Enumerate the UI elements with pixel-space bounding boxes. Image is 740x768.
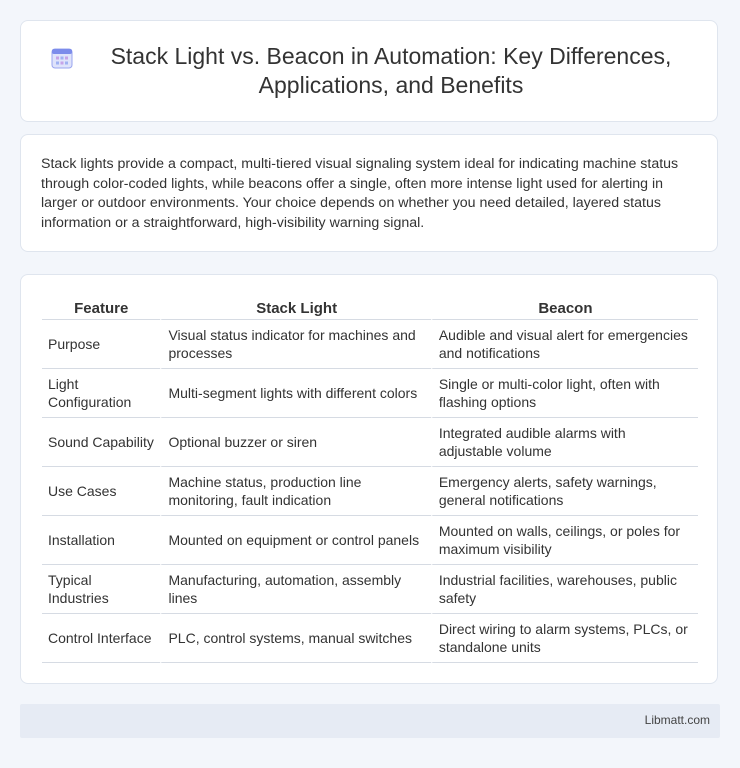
feature-cell: Installation <box>42 516 160 565</box>
feature-cell: Use Cases <box>42 467 160 516</box>
beacon-cell: Integrated audible alarms with adjustable volume <box>431 418 698 467</box>
table-row <box>42 320 698 369</box>
beacon-cell: Single or multi-color light, often with flashing options <box>431 369 698 418</box>
table-header-row <box>42 295 698 320</box>
feature-cell: Control Interface <box>42 614 160 663</box>
intro-paragraph: Stack lights provide a compact, multi-tiered visual signaling system ideal for indicating machine status through color-coded lights, while beacons offer a single, often more intense light used for alerting in larger or outdoor environments. Your choice depends on whether you need detailed, layered status information or a straightforward, high-visibility warning signal. <box>41 156 679 231</box>
stack-light-cell: Optional buzzer or siren <box>160 418 430 467</box>
header-stack-light: Stack Light <box>160 295 430 320</box>
feature-cell: Sound Capability <box>42 418 160 467</box>
beacon-cell: Audible and visual alert for emergencies and notifications <box>431 320 698 369</box>
beacon-cell: Direct wiring to alarm systems, PLCs, or standalone units <box>431 614 698 663</box>
beacon-cell: Mounted on walls, ceilings, or poles for maximum visibility <box>431 516 698 565</box>
footer-brand-link[interactable]: Libmatt.com <box>644 713 710 727</box>
intro-card <box>20 134 718 252</box>
beacon-cell: Emergency alerts, safety warnings, general notifications <box>431 467 698 516</box>
footer <box>20 704 720 738</box>
feature-cell: Light Configuration <box>42 369 160 418</box>
title-wrap <box>21 21 717 121</box>
beacon-cell: Industrial facilities, warehouses, public safety <box>431 565 698 614</box>
feature-cell: Purpose <box>42 320 160 369</box>
header-beacon: Beacon <box>431 295 698 320</box>
table-row <box>42 467 698 516</box>
table-row <box>42 614 698 663</box>
table-row <box>42 516 698 565</box>
table-row <box>42 369 698 418</box>
feature-cell: Typical Industries <box>42 565 160 614</box>
stack-light-cell: Multi-segment lights with different colors <box>160 369 430 418</box>
table-row <box>42 418 698 467</box>
title-card <box>20 20 718 122</box>
header-feature: Feature <box>42 295 160 320</box>
stack-light-cell: Manufacturing, automation, assembly lines <box>160 565 430 614</box>
stack-light-cell: Visual status indicator for machines and processes <box>160 320 430 369</box>
table-row <box>42 565 698 614</box>
comparison-card <box>20 274 718 684</box>
stack-light-cell: Mounted on equipment or control panels <box>160 516 430 565</box>
comparison-table <box>42 295 698 663</box>
stack-light-cell: PLC, control systems, manual switches <box>160 614 430 663</box>
page-title: Stack Light vs. Beacon in Automation: Key Differences, Applications, and Benefits <box>110 43 672 98</box>
calendar-icon <box>51 47 73 69</box>
stack-light-cell: Machine status, production line monitoring, fault indication <box>160 467 430 516</box>
